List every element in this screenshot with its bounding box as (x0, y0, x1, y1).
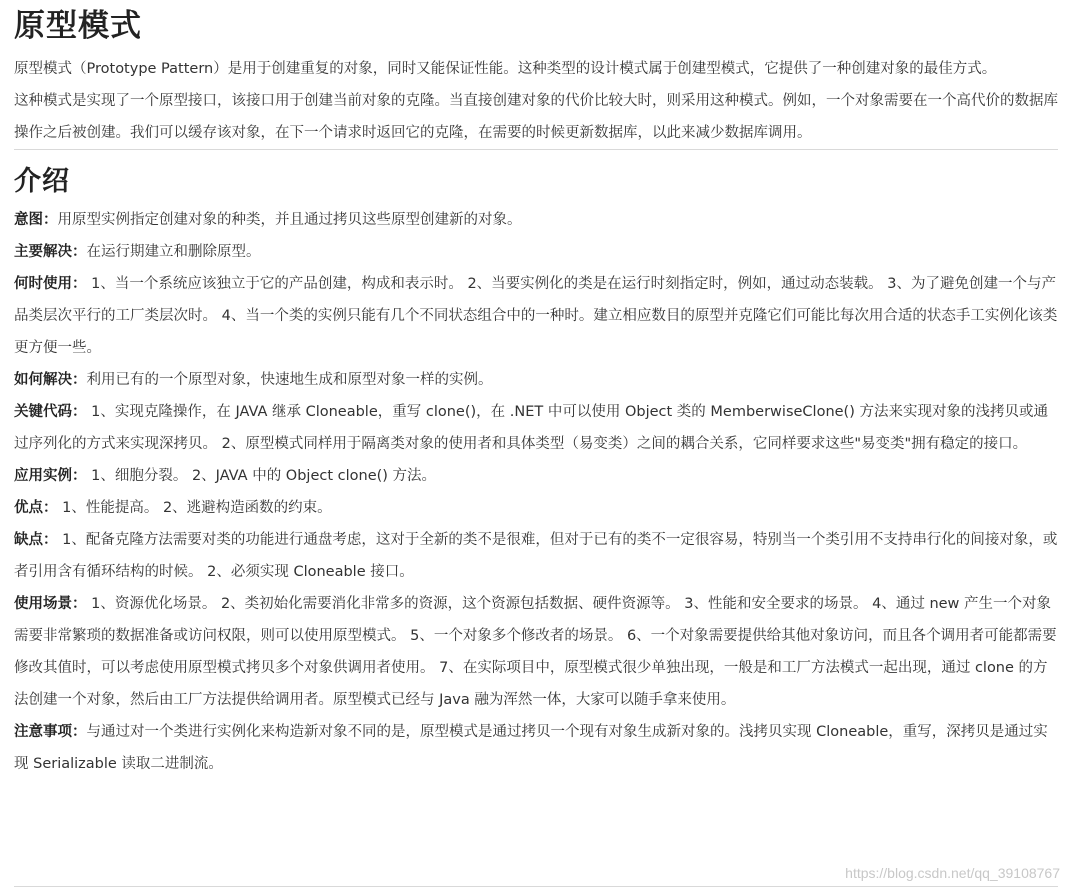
item-text: 与通过对一个类进行实例化来构造新对象不同的是，原型模式是通过拷贝一个现有对象生成新对象的。浅拷贝实现 Cloneable，重写，深拷贝是通过实现 Serializable 读取二进制流。 (14, 724, 1048, 772)
item-text: 1、当一个系统应该独立于它的产品创建，构成和表示时。 2、当要实例化的类是在运行时刻指定时，例如，通过动态装载。 3、为了避免创建一个与产品类层次平行的工厂类层次时。 4、当一个类的实例只能有几个不同状态组合中的一种时。建立相应数目的原型并克隆它们可能比每次用合适的状态手工实例化该类更方便一些。 (14, 276, 1058, 356)
article (14, 0, 1058, 780)
item-label: 使用场景： (14, 596, 87, 612)
item-pros (14, 492, 1058, 524)
item-intent (14, 204, 1058, 236)
section-title: 介绍 (14, 166, 70, 197)
item-examples (14, 460, 1058, 492)
item-text: 1、细胞分裂。 2、JAVA 中的 Object clone() 方法。 (86, 468, 437, 484)
item-label: 意图： (14, 212, 58, 228)
item-text: 利用已有的一个原型对象，快速地生成和原型对象一样的实例。 (86, 372, 493, 388)
item-text: 1、实现克隆操作，在 JAVA 继承 Cloneable，重写 clone()，在 .NET 中可以使用 Object 类的 MemberwiseClone() 方法来实现对象的浅拷贝或通过序列化的方式来实现深拷贝。 2、原型模式同样用于隔离类对象的使用者和具体类型（易变类）之间的耦合关系，它同样要求这些"易变类"拥有稳定的接口。 (14, 404, 1048, 452)
item-notes (14, 716, 1058, 780)
item-label: 注意事项： (14, 724, 87, 740)
item-label: 主要解决： (14, 244, 87, 260)
intro-paragraph: 原型模式（Prototype Pattern）是用于创建重复的对象，同时又能保证性能。这种类型的设计模式属于创建型模式，它提供了一种创建对象的最佳方式。 (14, 61, 997, 77)
item-text: 1、配备克隆方法需要对类的功能进行通盘考虑，这对于全新的类不是很难，但对于已有的类不一定很容易，特别当一个类引用不支持串行化的间接对象，或者引用含有循环结构的时候。 2、必须实现 Cloneable 接口。 (14, 532, 1058, 580)
item-key-code (14, 396, 1058, 460)
intro-paragraph: 这种模式是实现了一个原型接口，该接口用于创建当前对象的克隆。当直接创建对象的代价比较大时，则采用这种模式。例如，一个对象需要在一个高代价的数据库操作之后被创建。我们可以缓存该对象，在下一个请求时返回它的克隆，在需要的时候更新数据库，以此来减少数据库调用。 (14, 93, 1058, 141)
intro (14, 53, 1058, 149)
item-text: 1、性能提高。 2、逃避构造函数的约束。 (57, 500, 332, 516)
item-label: 缺点： (14, 532, 58, 548)
item-text: 用原型实例指定创建对象的种类，并且通过拷贝这些原型创建新的对象。 (57, 212, 522, 228)
page-title: 原型模式 (14, 8, 142, 44)
item-how-to-solve (14, 364, 1058, 396)
item-label: 如何解决： (14, 372, 87, 388)
intro-items (14, 204, 1058, 780)
item-text: 1、资源优化场景。 2、类初始化需要消化非常多的资源，这个资源包括数据、硬件资源等。 3、性能和安全要求的场景。 4、通过 new 产生一个对象需要非常繁琐的数据准备或访问权限，则可以使用原型模式。 5、一个对象多个修改者的场景。 6、一个对象需要提供给其他对象访问，而且各个调用者可能都需要修改其值时，可以考虑使用原型模式拷贝多个对象供调用者使用。 7、在实际项目中，原型模式很少单独出现，一般是和工厂方法模式一起出现，通过 clone 的方法创建一个对象，然后由工厂方法提供给调用者。原型模式已经与 Java 融为浑然一体，大家可以随手拿来使用。 (14, 596, 1057, 708)
item-label: 关键代码： (14, 404, 87, 420)
item-when-to-use (14, 268, 1058, 364)
item-label: 优点： (14, 500, 58, 516)
item-label: 应用实例： (14, 468, 87, 484)
item-label: 何时使用： (14, 276, 87, 292)
watermark: https://blog.csdn.net/qq_39108767 (845, 865, 1060, 881)
item-text: 在运行期建立和删除原型。 (86, 244, 261, 260)
item-cons (14, 524, 1058, 588)
item-problem (14, 236, 1058, 268)
item-scenarios (14, 588, 1058, 716)
